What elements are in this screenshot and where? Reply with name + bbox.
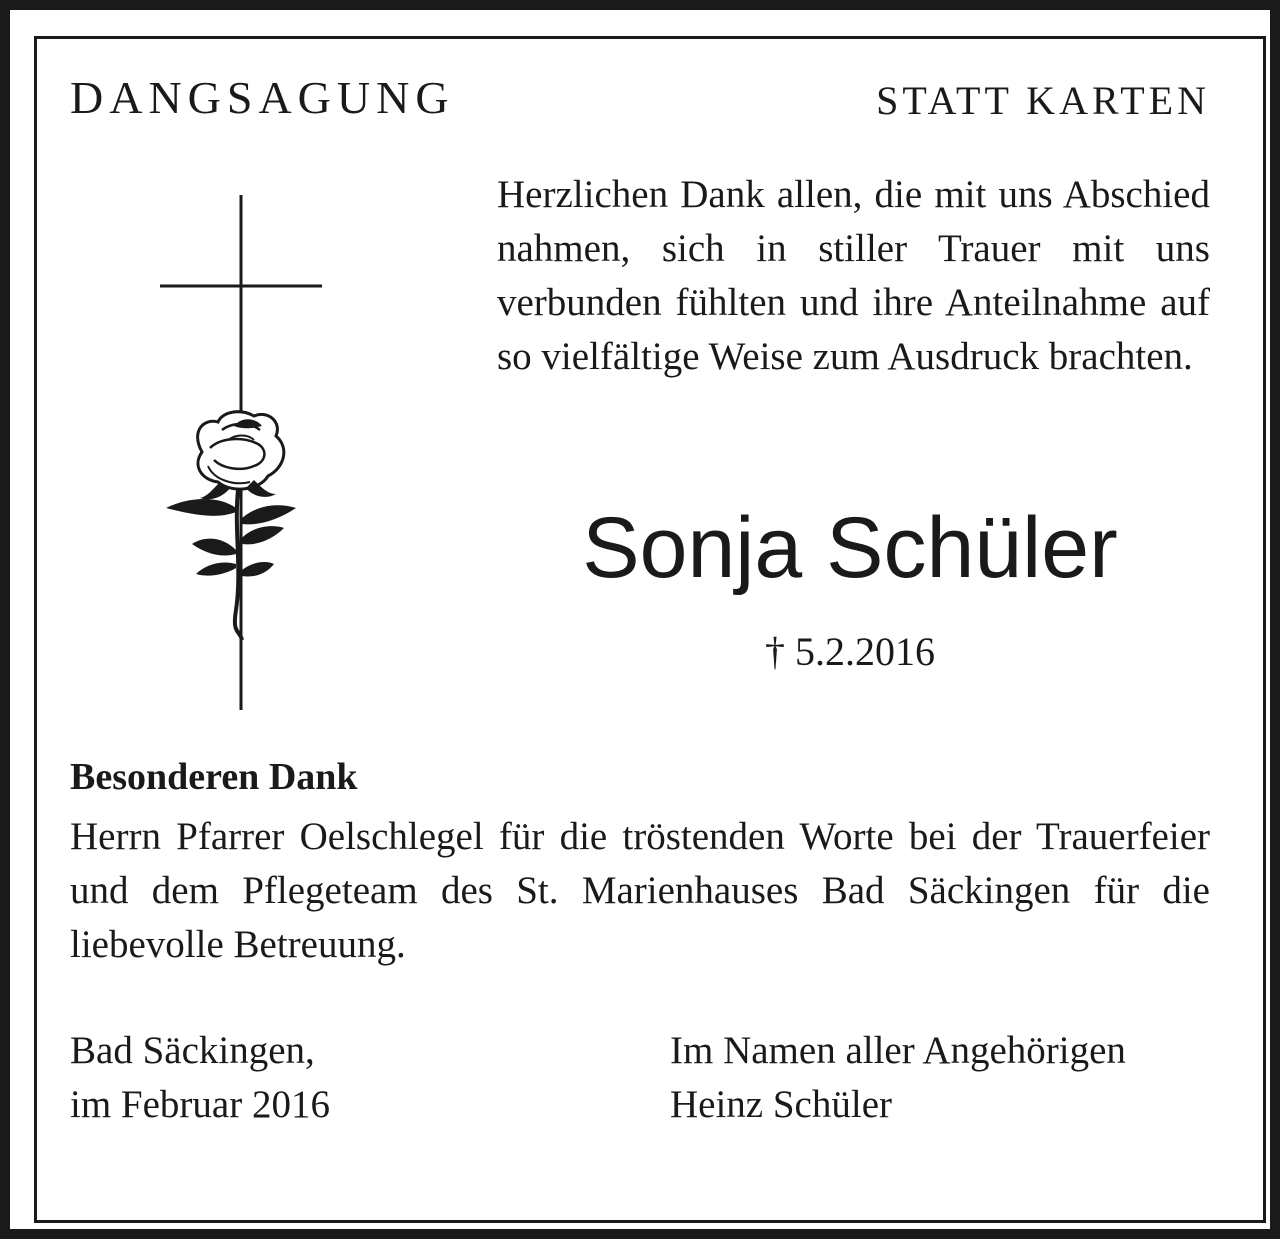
special-thanks-title: Besonderen Dank	[70, 756, 358, 798]
rose-icon	[166, 412, 296, 640]
cross-with-rose-icon	[150, 190, 340, 715]
date: im Februar 2016	[70, 1083, 330, 1126]
heading-statt-karten: STATT KARTEN	[876, 78, 1210, 123]
intro-thank-you-text: Herzlichen Dank allen, die mit uns Abschied nahmen, sich in stiller Trauer mit uns verbunden fühlten und ihre Anteilnahme auf so vielfältige Weise zum Ausdruck brachten.	[497, 173, 1210, 378]
deceased-name: Sonja Schüler	[582, 500, 1118, 596]
heading-dangsagung: DANGSAGUNG	[70, 72, 455, 123]
death-date: † 5.2.2016	[765, 629, 935, 674]
signoff: Im Namen aller Angehörigen	[670, 1029, 1126, 1072]
special-thanks-text: Herrn Pfarrer Oelschlegel für die tröstenden Worte bei der Trauerfeier und dem Pflegeteam des St. Marienhauses Bad Säckingen für die liebevolle Betreuung.	[70, 815, 1210, 966]
place: Bad Säckingen,	[70, 1029, 315, 1072]
signature-block	[670, 1024, 1126, 1132]
signer: Heinz Schüler	[670, 1083, 893, 1126]
place-date-block	[70, 1024, 330, 1132]
